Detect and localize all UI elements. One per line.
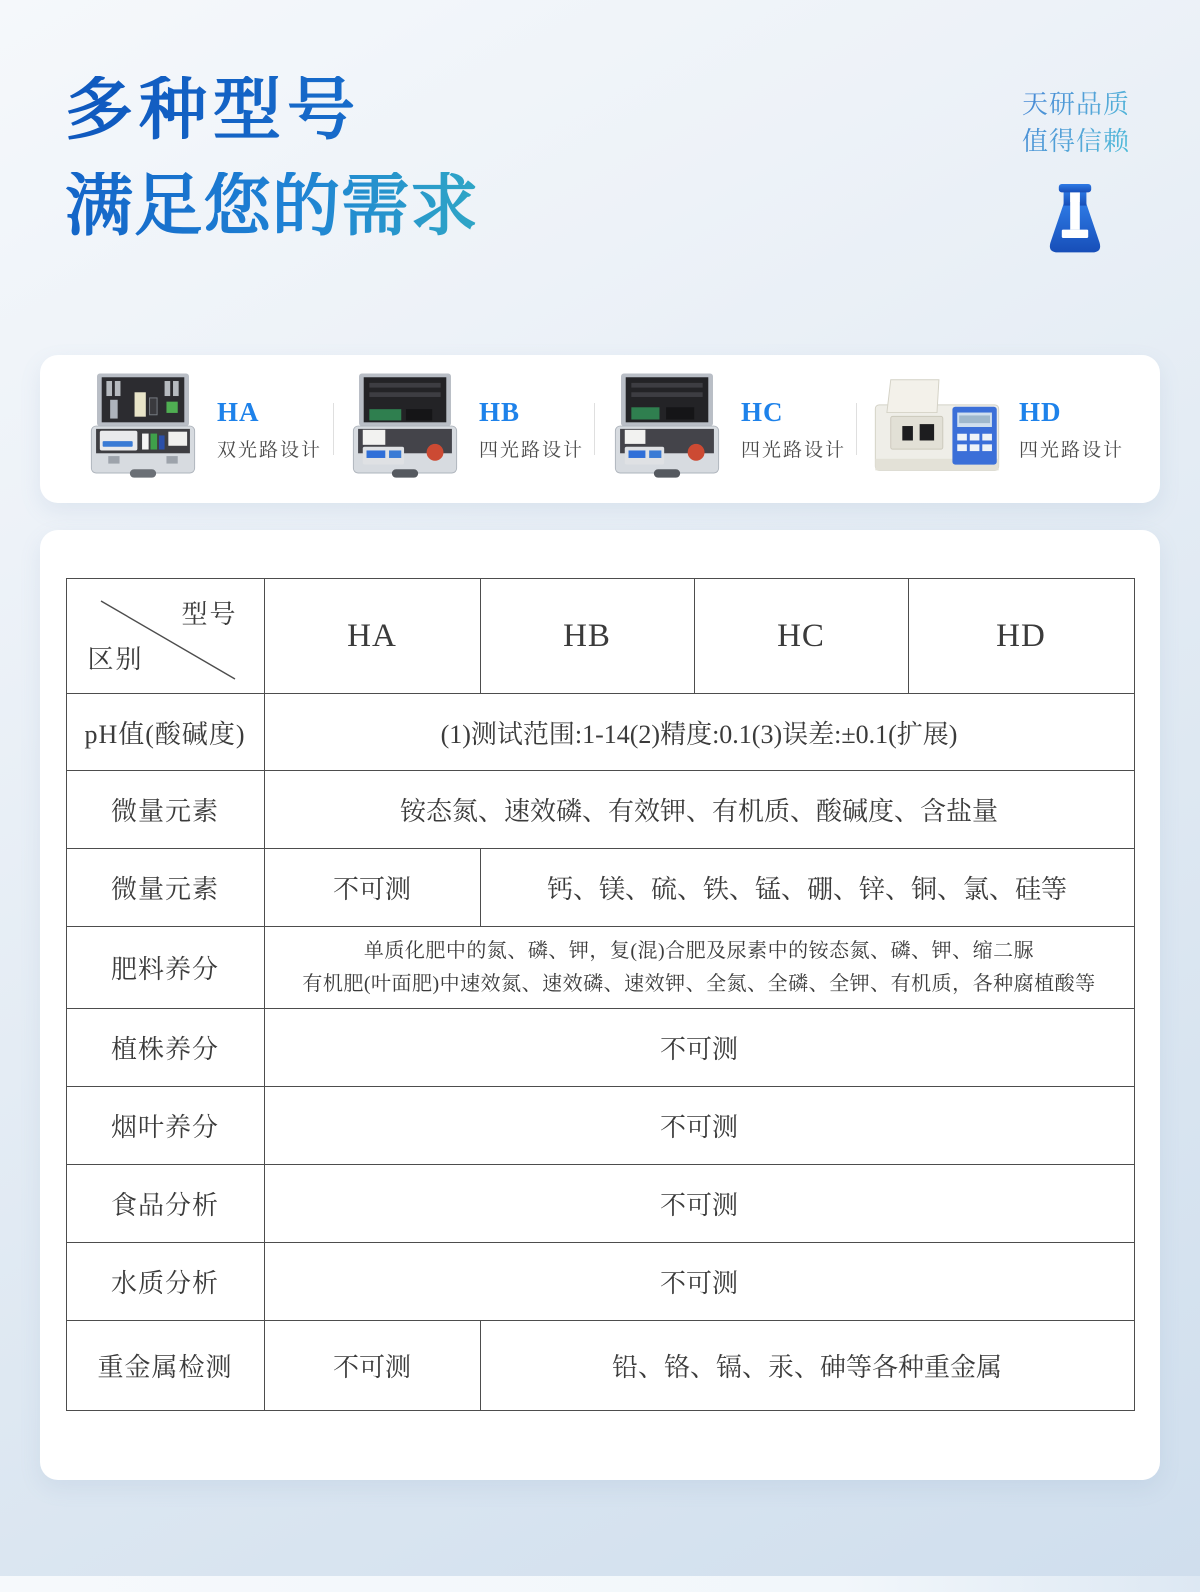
table-row <box>66 1165 1134 1243</box>
product-subtitle: 四光路设计 <box>1018 439 1124 461</box>
column-header-hd: HD <box>908 579 1134 694</box>
column-header-ha: HA <box>264 579 480 694</box>
product-name: HB <box>478 396 520 427</box>
table-cell: 不可测 <box>264 1321 480 1411</box>
product-item-hb <box>344 370 584 489</box>
table-row <box>66 849 1134 927</box>
product-strip-card <box>40 355 1160 503</box>
flask-icon <box>1044 184 1106 256</box>
page-title <box>65 72 480 244</box>
row-label: 微量元素 <box>66 849 264 927</box>
table-cell: 铅、铬、镉、汞、砷等各种重金属 <box>480 1321 1134 1411</box>
table-cell: 不可测 <box>264 1009 1134 1087</box>
product-subtitle: 双光路设计 <box>217 439 323 461</box>
row-label: 植株养分 <box>66 1009 264 1087</box>
product-name: HC <box>740 396 784 427</box>
product-image-hb <box>344 370 466 489</box>
page-title-line1: 多种型号 <box>65 76 479 144</box>
product-item-ha <box>82 370 322 489</box>
page-title-line2: 满足您的需求 <box>65 168 480 244</box>
table-cell: 铵态氮、速效磷、有效钾、有机质、酸碱度、含盐量 <box>264 771 1134 849</box>
product-subtitle: 四光路设计 <box>478 439 584 461</box>
bottom-strip <box>0 1576 1200 1592</box>
table-row <box>66 694 1134 771</box>
table-cell: 钙、镁、硫、铁、锰、硼、锌、铜、氯、硅等 <box>480 849 1134 927</box>
product-name: HD <box>1018 396 1062 427</box>
table-row <box>66 1243 1134 1321</box>
vertical-divider <box>333 403 334 455</box>
product-image-ha <box>82 370 204 489</box>
table-corner-cell <box>66 579 264 694</box>
table-cell: 不可测 <box>264 849 480 927</box>
vertical-divider <box>594 403 595 455</box>
row-label: 烟叶养分 <box>66 1087 264 1165</box>
comparison-table-card <box>40 530 1160 1480</box>
fertilizer-line2: 有机肥(叶面肥)中速效氮、速效磷、速效钾、全氮、全磷、全钾、有机质，各种腐植酸等 <box>302 972 1096 995</box>
model-comparison-table <box>66 578 1135 1411</box>
product-image-hd <box>868 374 1006 485</box>
table-row <box>66 771 1134 849</box>
brand-tagline-line1: 天研品质 <box>1022 90 1131 119</box>
table-cell <box>264 927 1134 1009</box>
row-label: 水质分析 <box>66 1243 264 1321</box>
vertical-divider <box>856 403 857 455</box>
row-label: 微量元素 <box>66 771 264 849</box>
table-cell: 不可测 <box>264 1243 1134 1321</box>
product-item-hc <box>606 370 846 489</box>
table-cell: 不可测 <box>264 1087 1134 1165</box>
column-header-hb: HB <box>480 579 694 694</box>
product-item-hd <box>868 374 1124 485</box>
column-header-hc: HC <box>694 579 908 694</box>
table-row <box>66 1087 1134 1165</box>
table-cell: 不可测 <box>264 1165 1134 1243</box>
table-cell: (1)测试范围:1-14(2)精度:0.1(3)误差:±0.1(扩展) <box>264 694 1134 771</box>
product-name: HA <box>217 396 260 427</box>
row-label: 重金属检测 <box>66 1321 264 1411</box>
product-subtitle: 四光路设计 <box>740 439 846 461</box>
row-label: 食品分析 <box>66 1165 264 1243</box>
row-label: pH值(酸碱度) <box>66 694 264 771</box>
table-row <box>66 1321 1134 1411</box>
fertilizer-line1: 单质化肥中的氮、磷、钾，复(混)合肥及尿素中的铵态氮、磷、钾、缩二脲 <box>363 940 1035 963</box>
corner-label-model: 型号 <box>181 600 238 629</box>
table-header-row <box>66 579 1134 694</box>
corner-label-difference: 区别 <box>87 645 144 674</box>
table-row <box>66 1009 1134 1087</box>
product-image-hc <box>606 370 728 489</box>
brand-tagline <box>1022 86 1130 160</box>
row-label: 肥料养分 <box>66 927 264 1009</box>
brand-tagline-line2: 值得信赖 <box>1022 127 1131 156</box>
table-row <box>66 927 1134 1009</box>
